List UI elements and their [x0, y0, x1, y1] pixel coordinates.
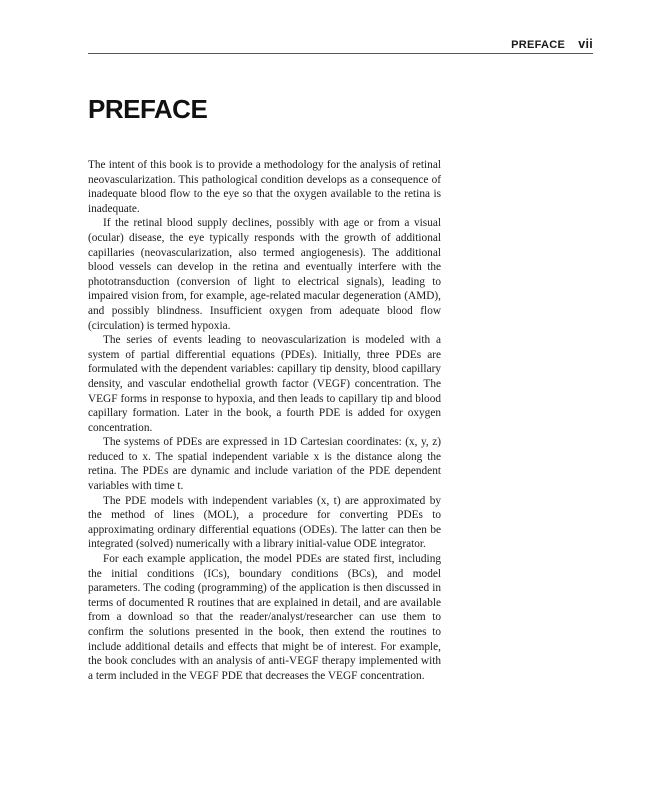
paragraph-method-of-lines: The PDE models with independent variables (x, t) are approximated by the method of lines (MOL), a procedure for converting PDEs to approximating ordinary differential equations (ODEs). The latter can then be integrated (solved) numerically with a library initial-value ODE integrator.: [88, 494, 441, 551]
paragraph-pde-model: The series of events leading to neovascularization is modeled with a system of partial differential equations (PDEs). Initially, three PDEs are formulated with the dependent variables: capillary tip density, blood capillary density, and vascular endothelial growth factor (VEGF) concentration. The VEGF forms in response to hypoxia, and then leads to capillary tip and blood capillary formation. Later in the book, a fourth PDE is added for oxygen concentration.: [88, 334, 441, 434]
paragraph-retinal-blood-supply: If the retinal blood supply declines, possibly with age or from a visual (ocular) disease, the eye typically responds with the growth of additional capillaries (neovascularization, also termed angiogenesis). The additional blood vessels can develop in the retina and eventually interfere with the phototransduction (conversion of light to electrical signals), leading to impaired vision from, for example, age-related macular degeneration (AMD), and possibly blindness. Insufficient oxygen from adequate blood flow (circulation) is termed hypoxia.: [88, 217, 441, 332]
page-title: PREFACE: [88, 94, 208, 124]
page-number: vii: [578, 37, 593, 51]
header-rule: [88, 53, 593, 54]
body-text: [88, 158, 441, 683]
running-header-title: PREFACE: [511, 39, 566, 51]
paragraph-intro: The intent of this book is to provide a methodology for the analysis of retinal neovascularization. This pathological condition develops as a consequence of inadequate blood flow to the eye so that the oxygen available to the retina is inadequate.: [88, 159, 441, 215]
running-header: [511, 37, 593, 51]
paragraph-coordinates: The systems of PDEs are expressed in 1D Cartesian coordinates: (x, y, z) reduced to x. The spatial independent variable x is the distance along the retina. The PDEs are dynamic and include variation of the PDE dependent variables with time t.: [88, 436, 441, 493]
paragraph-example-applications: For each example application, the model PDEs are stated first, including the initial conditions (ICs), boundary conditions (BCs), and model parameters. The coding (programming) of the application is then discussed in terms of documented R routines that are explained in detail, and are available from a download so that the reader/analyst/researcher can use them to confirm the solutions presented in the book, then extend the routines to include additional details and effects that might be of interest. For example, the book concludes with an analysis of anti-VEGF therapy implemented with a term included in the VEGF PDE that decreases the VEGF concentration.: [88, 553, 441, 682]
